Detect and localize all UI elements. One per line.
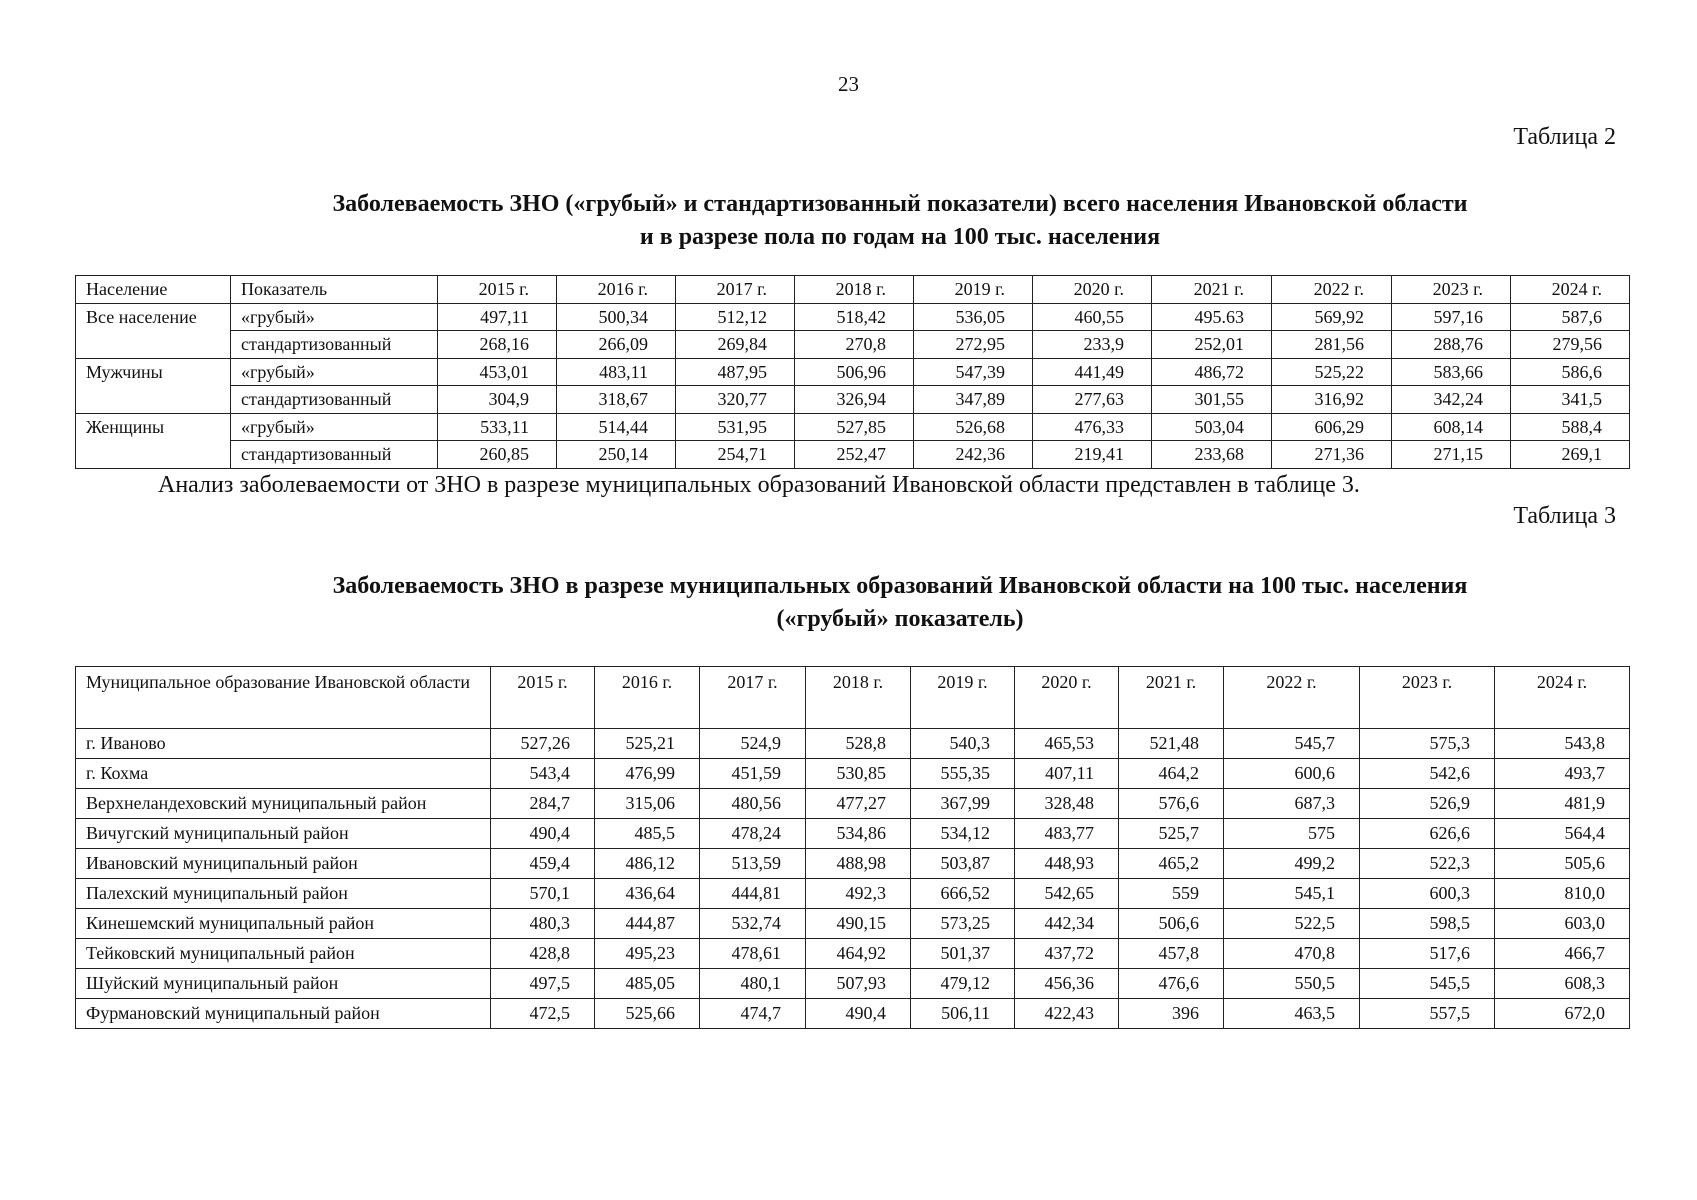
value-cell: 575 <box>1224 819 1360 849</box>
value-cell: 277,63 <box>1033 386 1152 414</box>
value-cell: 600,6 <box>1224 759 1360 789</box>
table2-header-row <box>76 276 1630 304</box>
value-cell: 269,1 <box>1511 441 1630 469</box>
table-row <box>76 413 1630 441</box>
municipality-cell: Ивановский муниципальный район <box>76 849 491 879</box>
analysis-paragraph: Анализ заболеваемости от ЗНО в разрезе муниципальных образований Ивановской области представлен в таблице 3. <box>158 472 1360 498</box>
value-cell: 281,56 <box>1272 331 1392 359</box>
value-cell: 318,67 <box>557 386 676 414</box>
indicator-cell: стандартизованный <box>231 441 438 469</box>
table3-header-cell: 2015 г. <box>491 667 595 729</box>
value-cell: 501,37 <box>911 939 1015 969</box>
value-cell: 460,55 <box>1033 303 1152 331</box>
value-cell: 524,9 <box>700 729 806 759</box>
municipality-cell: Фурмановский муниципальный район <box>76 999 491 1029</box>
value-cell: 442,34 <box>1015 909 1119 939</box>
value-cell: 533,11 <box>438 413 557 441</box>
value-cell: 250,14 <box>557 441 676 469</box>
value-cell: 476,33 <box>1033 413 1152 441</box>
municipality-cell: Кинешемский муниципальный район <box>76 909 491 939</box>
table3-header-cell: 2020 г. <box>1015 667 1119 729</box>
table-row <box>76 759 1630 789</box>
value-cell: 587,6 <box>1511 303 1630 331</box>
municipality-cell: г. Иваново <box>76 729 491 759</box>
table-row <box>76 789 1630 819</box>
table2-header-cell: 2017 г. <box>676 276 795 304</box>
value-cell: 480,3 <box>491 909 595 939</box>
table-row <box>76 358 1630 386</box>
value-cell: 503,87 <box>911 849 1015 879</box>
value-cell: 518,42 <box>795 303 914 331</box>
value-cell: 486,72 <box>1152 358 1272 386</box>
table2-header-cell: 2024 г. <box>1511 276 1630 304</box>
value-cell: 531,95 <box>676 413 795 441</box>
table3-body <box>76 729 1630 1029</box>
value-cell: 526,68 <box>914 413 1033 441</box>
table3-header-cell: 2022 г. <box>1224 667 1360 729</box>
table-row <box>76 331 1630 359</box>
value-cell: 437,72 <box>1015 939 1119 969</box>
population-cell: Женщины <box>76 413 231 468</box>
value-cell: 597,16 <box>1392 303 1511 331</box>
value-cell: 476,6 <box>1119 969 1224 999</box>
value-cell: 479,12 <box>911 969 1015 999</box>
value-cell: 545,5 <box>1360 969 1495 999</box>
value-cell: 497,5 <box>491 969 595 999</box>
table-row <box>76 386 1630 414</box>
table2-header-cell: 2021 г. <box>1152 276 1272 304</box>
value-cell: 507,93 <box>806 969 911 999</box>
value-cell: 485,05 <box>595 969 700 999</box>
value-cell: 271,15 <box>1392 441 1511 469</box>
value-cell: 542,6 <box>1360 759 1495 789</box>
value-cell: 497,11 <box>438 303 557 331</box>
value-cell: 608,14 <box>1392 413 1511 441</box>
table3-header-cell: 2024 г. <box>1495 667 1630 729</box>
value-cell: 525,7 <box>1119 819 1224 849</box>
municipality-cell: г. Кохма <box>76 759 491 789</box>
value-cell: 492,3 <box>806 879 911 909</box>
value-cell: 495.63 <box>1152 303 1272 331</box>
table2 <box>75 275 1630 469</box>
value-cell: 242,36 <box>914 441 1033 469</box>
indicator-cell: «грубый» <box>231 413 438 441</box>
value-cell: 542,65 <box>1015 879 1119 909</box>
value-cell: 347,89 <box>914 386 1033 414</box>
value-cell: 570,1 <box>491 879 595 909</box>
value-cell: 219,41 <box>1033 441 1152 469</box>
value-cell: 483,77 <box>1015 819 1119 849</box>
value-cell: 521,48 <box>1119 729 1224 759</box>
value-cell: 603,0 <box>1495 909 1630 939</box>
value-cell: 470,8 <box>1224 939 1360 969</box>
table3-label: Таблица 3 <box>1513 503 1616 529</box>
table2-header-cell: Показатель <box>231 276 438 304</box>
value-cell: 266,09 <box>557 331 676 359</box>
value-cell: 279,56 <box>1511 331 1630 359</box>
value-cell: 487,95 <box>676 358 795 386</box>
value-cell: 666,52 <box>911 879 1015 909</box>
table-row <box>76 939 1630 969</box>
table3 <box>75 666 1630 1029</box>
table-row <box>76 729 1630 759</box>
value-cell: 608,3 <box>1495 969 1630 999</box>
table2-title <box>120 188 1680 254</box>
value-cell: 422,43 <box>1015 999 1119 1029</box>
value-cell: 254,71 <box>676 441 795 469</box>
value-cell: 441,49 <box>1033 358 1152 386</box>
value-cell: 488,98 <box>806 849 911 879</box>
value-cell: 672,0 <box>1495 999 1630 1029</box>
municipality-cell: Шуйский муниципальный район <box>76 969 491 999</box>
table2-header-cell: 2022 г. <box>1272 276 1392 304</box>
value-cell: 272,95 <box>914 331 1033 359</box>
table3-header-cell: 2017 г. <box>700 667 806 729</box>
value-cell: 477,27 <box>806 789 911 819</box>
value-cell: 525,21 <box>595 729 700 759</box>
value-cell: 465,53 <box>1015 729 1119 759</box>
table2-header-cell: 2016 г. <box>557 276 676 304</box>
table-row <box>76 441 1630 469</box>
value-cell: 606,29 <box>1272 413 1392 441</box>
value-cell: 342,24 <box>1392 386 1511 414</box>
value-cell: 448,93 <box>1015 849 1119 879</box>
value-cell: 543,4 <box>491 759 595 789</box>
table-row <box>76 999 1630 1029</box>
value-cell: 513,59 <box>700 849 806 879</box>
population-cell: Все население <box>76 303 231 358</box>
table3-header-row <box>76 667 1630 729</box>
value-cell: 555,35 <box>911 759 1015 789</box>
value-cell: 252,47 <box>795 441 914 469</box>
value-cell: 493,7 <box>1495 759 1630 789</box>
value-cell: 284,7 <box>491 789 595 819</box>
value-cell: 528,8 <box>806 729 911 759</box>
table3-header-cell: 2016 г. <box>595 667 700 729</box>
municipality-cell: Тейковский муниципальный район <box>76 939 491 969</box>
table2-header-cell: 2023 г. <box>1392 276 1511 304</box>
table-row <box>76 849 1630 879</box>
value-cell: 478,24 <box>700 819 806 849</box>
table2-label: Таблица 2 <box>1513 124 1616 150</box>
indicator-cell: «грубый» <box>231 358 438 386</box>
value-cell: 543,8 <box>1495 729 1630 759</box>
value-cell: 396 <box>1119 999 1224 1029</box>
value-cell: 527,85 <box>795 413 914 441</box>
value-cell: 268,16 <box>438 331 557 359</box>
table3-title-line2: («грубый» показатель) <box>776 606 1024 632</box>
value-cell: 490,4 <box>806 999 911 1029</box>
indicator-cell: стандартизованный <box>231 386 438 414</box>
value-cell: 478,61 <box>700 939 806 969</box>
value-cell: 569,92 <box>1272 303 1392 331</box>
value-cell: 320,77 <box>676 386 795 414</box>
table2-header-cell: 2020 г. <box>1033 276 1152 304</box>
value-cell: 304,9 <box>438 386 557 414</box>
value-cell: 453,01 <box>438 358 557 386</box>
value-cell: 559 <box>1119 879 1224 909</box>
indicator-cell: стандартизованный <box>231 331 438 359</box>
value-cell: 505,6 <box>1495 849 1630 879</box>
value-cell: 490,4 <box>491 819 595 849</box>
value-cell: 326,94 <box>795 386 914 414</box>
table2-title-line2: и в разрезе пола по годам на 100 тыс. населения <box>639 224 1161 250</box>
value-cell: 525,22 <box>1272 358 1392 386</box>
value-cell: 466,7 <box>1495 939 1630 969</box>
table-row <box>76 303 1630 331</box>
value-cell: 465,2 <box>1119 849 1224 879</box>
value-cell: 575,3 <box>1360 729 1495 759</box>
table2-title-line1: Заболеваемость ЗНО («грубый» и стандартизованный показатели) всего населения Ивановской области <box>332 191 1468 217</box>
value-cell: 260,85 <box>438 441 557 469</box>
value-cell: 499,2 <box>1224 849 1360 879</box>
value-cell: 512,12 <box>676 303 795 331</box>
table2-header-cell: 2018 г. <box>795 276 914 304</box>
value-cell: 486,12 <box>595 849 700 879</box>
value-cell: 464,92 <box>806 939 911 969</box>
value-cell: 517,6 <box>1360 939 1495 969</box>
value-cell: 550,5 <box>1224 969 1360 999</box>
value-cell: 495,23 <box>595 939 700 969</box>
value-cell: 480,56 <box>700 789 806 819</box>
value-cell: 444,87 <box>595 909 700 939</box>
value-cell: 233,9 <box>1033 331 1152 359</box>
value-cell: 522,3 <box>1360 849 1495 879</box>
value-cell: 271,36 <box>1272 441 1392 469</box>
value-cell: 476,99 <box>595 759 700 789</box>
value-cell: 545,1 <box>1224 879 1360 909</box>
value-cell: 500,34 <box>557 303 676 331</box>
value-cell: 456,36 <box>1015 969 1119 999</box>
table3-title <box>120 570 1680 636</box>
value-cell: 436,64 <box>595 879 700 909</box>
value-cell: 288,76 <box>1392 331 1511 359</box>
value-cell: 530,85 <box>806 759 911 789</box>
value-cell: 480,1 <box>700 969 806 999</box>
value-cell: 444,81 <box>700 879 806 909</box>
value-cell: 534,12 <box>911 819 1015 849</box>
table-row <box>76 879 1630 909</box>
value-cell: 407,11 <box>1015 759 1119 789</box>
value-cell: 252,01 <box>1152 331 1272 359</box>
value-cell: 506,96 <box>795 358 914 386</box>
value-cell: 583,66 <box>1392 358 1511 386</box>
value-cell: 564,4 <box>1495 819 1630 849</box>
value-cell: 463,5 <box>1224 999 1360 1029</box>
table-row <box>76 909 1630 939</box>
value-cell: 536,05 <box>914 303 1033 331</box>
table2-header-cell: Население <box>76 276 231 304</box>
value-cell: 472,5 <box>491 999 595 1029</box>
value-cell: 451,59 <box>700 759 806 789</box>
table3-header-cell: Муниципальное образование Ивановской области <box>76 667 491 729</box>
table2-header-cell: 2019 г. <box>914 276 1033 304</box>
value-cell: 506,6 <box>1119 909 1224 939</box>
value-cell: 481,9 <box>1495 789 1630 819</box>
value-cell: 573,25 <box>911 909 1015 939</box>
value-cell: 233,68 <box>1152 441 1272 469</box>
page-number: 23 <box>838 72 859 96</box>
value-cell: 586,6 <box>1511 358 1630 386</box>
table3-header-cell: 2023 г. <box>1360 667 1495 729</box>
value-cell: 474,7 <box>700 999 806 1029</box>
value-cell: 598,5 <box>1360 909 1495 939</box>
value-cell: 588,4 <box>1511 413 1630 441</box>
value-cell: 522,5 <box>1224 909 1360 939</box>
table3-header-cell: 2018 г. <box>806 667 911 729</box>
value-cell: 557,5 <box>1360 999 1495 1029</box>
value-cell: 464,2 <box>1119 759 1224 789</box>
value-cell: 600,3 <box>1360 879 1495 909</box>
value-cell: 269,84 <box>676 331 795 359</box>
value-cell: 270,8 <box>795 331 914 359</box>
table3-header-cell: 2019 г. <box>911 667 1015 729</box>
value-cell: 483,11 <box>557 358 676 386</box>
value-cell: 428,8 <box>491 939 595 969</box>
value-cell: 626,6 <box>1360 819 1495 849</box>
value-cell: 316,92 <box>1272 386 1392 414</box>
value-cell: 514,44 <box>557 413 676 441</box>
indicator-cell: «грубый» <box>231 303 438 331</box>
table3-header-cell: 2021 г. <box>1119 667 1224 729</box>
value-cell: 328,48 <box>1015 789 1119 819</box>
table-row <box>76 969 1630 999</box>
value-cell: 459,4 <box>491 849 595 879</box>
value-cell: 545,7 <box>1224 729 1360 759</box>
municipality-cell: Верхнеландеховский муниципальный район <box>76 789 491 819</box>
value-cell: 527,26 <box>491 729 595 759</box>
municipality-cell: Вичугский муниципальный район <box>76 819 491 849</box>
value-cell: 315,06 <box>595 789 700 819</box>
value-cell: 490,15 <box>806 909 911 939</box>
value-cell: 540,3 <box>911 729 1015 759</box>
value-cell: 687,3 <box>1224 789 1360 819</box>
value-cell: 547,39 <box>914 358 1033 386</box>
population-cell: Мужчины <box>76 358 231 413</box>
value-cell: 341,5 <box>1511 386 1630 414</box>
value-cell: 301,55 <box>1152 386 1272 414</box>
value-cell: 506,11 <box>911 999 1015 1029</box>
value-cell: 532,74 <box>700 909 806 939</box>
table2-header-cell: 2015 г. <box>438 276 557 304</box>
value-cell: 503,04 <box>1152 413 1272 441</box>
value-cell: 526,9 <box>1360 789 1495 819</box>
value-cell: 810,0 <box>1495 879 1630 909</box>
table2-body <box>76 303 1630 468</box>
municipality-cell: Палехский муниципальный район <box>76 879 491 909</box>
table3-title-line1: Заболеваемость ЗНО в разрезе муниципальных образований Ивановской области на 100 тыс. населения <box>332 573 1468 599</box>
value-cell: 576,6 <box>1119 789 1224 819</box>
table-row <box>76 819 1630 849</box>
value-cell: 367,99 <box>911 789 1015 819</box>
value-cell: 534,86 <box>806 819 911 849</box>
value-cell: 457,8 <box>1119 939 1224 969</box>
value-cell: 485,5 <box>595 819 700 849</box>
value-cell: 525,66 <box>595 999 700 1029</box>
